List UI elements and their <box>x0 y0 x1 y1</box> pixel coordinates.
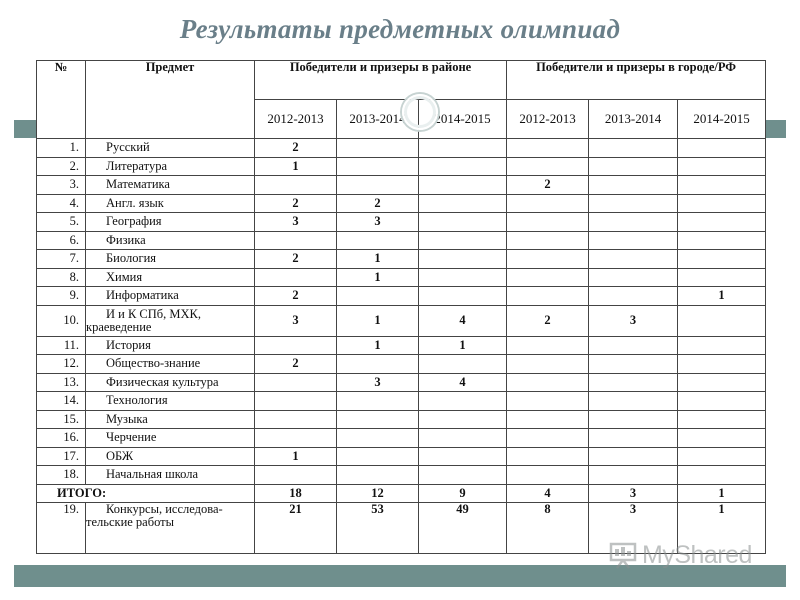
row-subject-label: Литература <box>106 158 167 173</box>
row-value <box>678 410 766 429</box>
row-value <box>678 157 766 176</box>
total-value: 9 <box>419 484 507 503</box>
row-value <box>678 392 766 411</box>
header-year: 2012-2013 <box>507 100 589 139</box>
row-value: 1 <box>255 157 337 176</box>
row-subject-label: Конкурсы, исследова-тельские работы <box>86 502 223 529</box>
row-subject <box>86 305 255 336</box>
row-value: 2 <box>255 250 337 269</box>
row-value <box>589 176 678 195</box>
row-subject <box>86 466 255 485</box>
row-subject-label: ОБЖ <box>106 448 134 463</box>
row-value: 8 <box>507 503 589 554</box>
header-number: № <box>37 61 86 139</box>
row-value <box>507 213 589 232</box>
slide-title: Результаты предметных олимпиад <box>179 14 621 44</box>
row-value <box>507 194 589 213</box>
row-value <box>589 213 678 232</box>
row-value <box>589 392 678 411</box>
row-value <box>507 157 589 176</box>
header-city: Победители и призеры в городе/РФ <box>507 61 766 100</box>
table-row <box>37 466 766 485</box>
row-number: 7. <box>37 250 86 269</box>
table-row <box>37 410 766 429</box>
row-subject-label: Физическая культура <box>106 374 219 389</box>
row-value: 2 <box>337 194 419 213</box>
table-row <box>37 287 766 306</box>
row-value <box>419 139 507 158</box>
row-number: 19. <box>37 503 86 554</box>
table-row <box>37 213 766 232</box>
table-row <box>37 194 766 213</box>
row-value <box>255 410 337 429</box>
table-row <box>37 157 766 176</box>
table-row <box>37 373 766 392</box>
row-value <box>337 429 419 448</box>
row-number: 11. <box>37 336 86 355</box>
row-subject <box>86 355 255 374</box>
row-value <box>678 268 766 287</box>
row-value <box>507 336 589 355</box>
row-value: 3 <box>589 305 678 336</box>
row-value <box>678 213 766 232</box>
row-value <box>419 392 507 411</box>
row-value <box>419 429 507 448</box>
row-subject-label: Химия <box>106 269 143 284</box>
row-value <box>255 466 337 485</box>
row-value <box>419 287 507 306</box>
table-row <box>37 305 766 336</box>
row-subject <box>86 503 255 554</box>
row-value <box>678 429 766 448</box>
row-subject-label: И и К СПб, МХК, краеведение <box>86 306 202 334</box>
row-number: 5. <box>37 213 86 232</box>
row-value: 1 <box>337 268 419 287</box>
row-subject <box>86 268 255 287</box>
row-value <box>337 447 419 466</box>
row-value <box>589 287 678 306</box>
row-value <box>337 231 419 250</box>
table-row <box>37 231 766 250</box>
row-subject <box>86 336 255 355</box>
row-number: 14. <box>37 392 86 411</box>
row-value <box>419 410 507 429</box>
row-number: 15. <box>37 410 86 429</box>
row-value: 2 <box>255 139 337 158</box>
row-number: 10. <box>37 305 86 336</box>
row-value <box>507 373 589 392</box>
slide-decoration-circle <box>402 94 438 130</box>
total-value: 4 <box>507 484 589 503</box>
table-row <box>37 250 766 269</box>
header-year: 2013-2014 <box>589 100 678 139</box>
row-value <box>507 466 589 485</box>
row-value: 53 <box>337 503 419 554</box>
row-value: 3 <box>589 503 678 554</box>
row-value <box>337 139 419 158</box>
row-number: 17. <box>37 447 86 466</box>
olympiad-results-table <box>36 60 766 554</box>
row-value <box>678 231 766 250</box>
row-value <box>419 250 507 269</box>
row-value: 3 <box>337 373 419 392</box>
row-subject-label: Математика <box>106 177 170 192</box>
row-value <box>419 194 507 213</box>
row-number: 16. <box>37 429 86 448</box>
table-body <box>37 139 766 554</box>
row-value <box>507 429 589 448</box>
row-value: 3 <box>255 305 337 336</box>
row-subject <box>86 250 255 269</box>
row-subject <box>86 176 255 195</box>
row-number: 2. <box>37 157 86 176</box>
row-value: 4 <box>419 373 507 392</box>
row-subject-label: Физика <box>106 232 146 247</box>
row-subject-label: Информатика <box>106 288 179 303</box>
row-value: 1 <box>678 503 766 554</box>
total-value: 18 <box>255 484 337 503</box>
row-value <box>678 305 766 336</box>
total-value: 3 <box>589 484 678 503</box>
row-value <box>678 194 766 213</box>
table-row <box>37 355 766 374</box>
table-row <box>37 429 766 448</box>
row-value <box>419 157 507 176</box>
row-value <box>337 392 419 411</box>
row-value: 1 <box>337 250 419 269</box>
row-value <box>589 157 678 176</box>
row-value <box>678 336 766 355</box>
row-value <box>507 250 589 269</box>
total-value: 12 <box>337 484 419 503</box>
row-subject <box>86 429 255 448</box>
row-number: 8. <box>37 268 86 287</box>
row-value <box>337 466 419 485</box>
row-number: 13. <box>37 373 86 392</box>
row-value <box>419 447 507 466</box>
row-value <box>589 355 678 374</box>
row-value: 1 <box>255 447 337 466</box>
row-value <box>589 410 678 429</box>
row-subject <box>86 410 255 429</box>
row-subject <box>86 139 255 158</box>
table-row-total <box>37 484 766 503</box>
row-value <box>678 373 766 392</box>
header-year: 2014-2015 <box>678 100 766 139</box>
watermark <box>608 535 752 575</box>
row-value: 2 <box>507 176 589 195</box>
row-value <box>419 268 507 287</box>
row-value <box>255 392 337 411</box>
row-value: 3 <box>337 213 419 232</box>
row-subject-label: История <box>106 337 151 352</box>
row-value <box>337 355 419 374</box>
table-row <box>37 447 766 466</box>
total-value: 1 <box>678 484 766 503</box>
row-number: 3. <box>37 176 86 195</box>
row-value: 2 <box>507 305 589 336</box>
header-year: 2012-2013 <box>255 100 337 139</box>
row-subject-label: Начальная школа <box>106 467 199 482</box>
row-value <box>678 447 766 466</box>
row-value <box>589 194 678 213</box>
row-value <box>419 213 507 232</box>
row-subject-label: Общество-знание <box>106 356 201 371</box>
row-value <box>419 231 507 250</box>
row-subject <box>86 392 255 411</box>
row-subject-label: География <box>106 214 162 229</box>
row-value <box>678 466 766 485</box>
row-value <box>419 176 507 195</box>
row-value <box>507 392 589 411</box>
row-value <box>255 176 337 195</box>
row-value <box>507 410 589 429</box>
row-value <box>255 373 337 392</box>
presentation-board-icon <box>608 540 638 570</box>
row-subject <box>86 373 255 392</box>
row-value: 21 <box>255 503 337 554</box>
row-value <box>419 466 507 485</box>
row-value: 4 <box>419 305 507 336</box>
header-year: 2014-2015 <box>419 100 507 139</box>
row-subject <box>86 157 255 176</box>
row-value: 1 <box>678 287 766 306</box>
row-value <box>678 139 766 158</box>
row-value <box>678 176 766 195</box>
row-number: 18. <box>37 466 86 485</box>
row-value <box>337 287 419 306</box>
table-row <box>37 336 766 355</box>
row-value: 3 <box>255 213 337 232</box>
row-value <box>507 231 589 250</box>
table-row <box>37 392 766 411</box>
row-subject-label: Технология <box>106 393 168 408</box>
row-value <box>255 231 337 250</box>
watermark-text: MyShared <box>642 540 752 569</box>
row-value <box>507 355 589 374</box>
row-subject <box>86 213 255 232</box>
row-subject <box>86 447 255 466</box>
row-number: 1. <box>37 139 86 158</box>
row-value <box>507 139 589 158</box>
row-subject <box>86 194 255 213</box>
row-subject <box>86 231 255 250</box>
header-year: 2013-2014 <box>337 100 419 139</box>
row-subject-label: Музыка <box>106 411 148 426</box>
row-subject-label: Русский <box>106 140 150 155</box>
row-value <box>337 410 419 429</box>
header-district: Победители и призеры в районе <box>255 61 507 100</box>
row-value: 1 <box>419 336 507 355</box>
row-value <box>255 336 337 355</box>
row-value <box>255 268 337 287</box>
row-value: 1 <box>337 305 419 336</box>
row-value <box>589 250 678 269</box>
table-row <box>37 176 766 195</box>
row-value <box>589 231 678 250</box>
row-value <box>337 157 419 176</box>
row-subject-label: Черчение <box>106 430 157 445</box>
row-number: 6. <box>37 231 86 250</box>
row-value <box>507 287 589 306</box>
row-value <box>678 355 766 374</box>
row-value <box>589 139 678 158</box>
header-subject: Предмет <box>86 61 255 139</box>
row-value: 49 <box>419 503 507 554</box>
row-subject <box>86 287 255 306</box>
row-value <box>589 373 678 392</box>
row-value: 2 <box>255 194 337 213</box>
row-value: 2 <box>255 355 337 374</box>
row-value <box>507 447 589 466</box>
row-value <box>419 355 507 374</box>
row-number: 12. <box>37 355 86 374</box>
row-value <box>507 268 589 287</box>
row-value <box>589 268 678 287</box>
row-value: 2 <box>255 287 337 306</box>
row-value <box>589 336 678 355</box>
row-number: 4. <box>37 194 86 213</box>
row-value <box>337 176 419 195</box>
row-value <box>589 447 678 466</box>
row-value <box>589 466 678 485</box>
row-subject-label: Англ. язык <box>106 195 164 210</box>
total-label: ИТОГО: <box>37 484 255 503</box>
row-value <box>678 250 766 269</box>
row-value <box>589 429 678 448</box>
row-value <box>255 429 337 448</box>
table-row <box>37 139 766 158</box>
row-number: 9. <box>37 287 86 306</box>
table-row <box>37 268 766 287</box>
row-subject-label: Биология <box>106 251 157 266</box>
row-value: 1 <box>337 336 419 355</box>
